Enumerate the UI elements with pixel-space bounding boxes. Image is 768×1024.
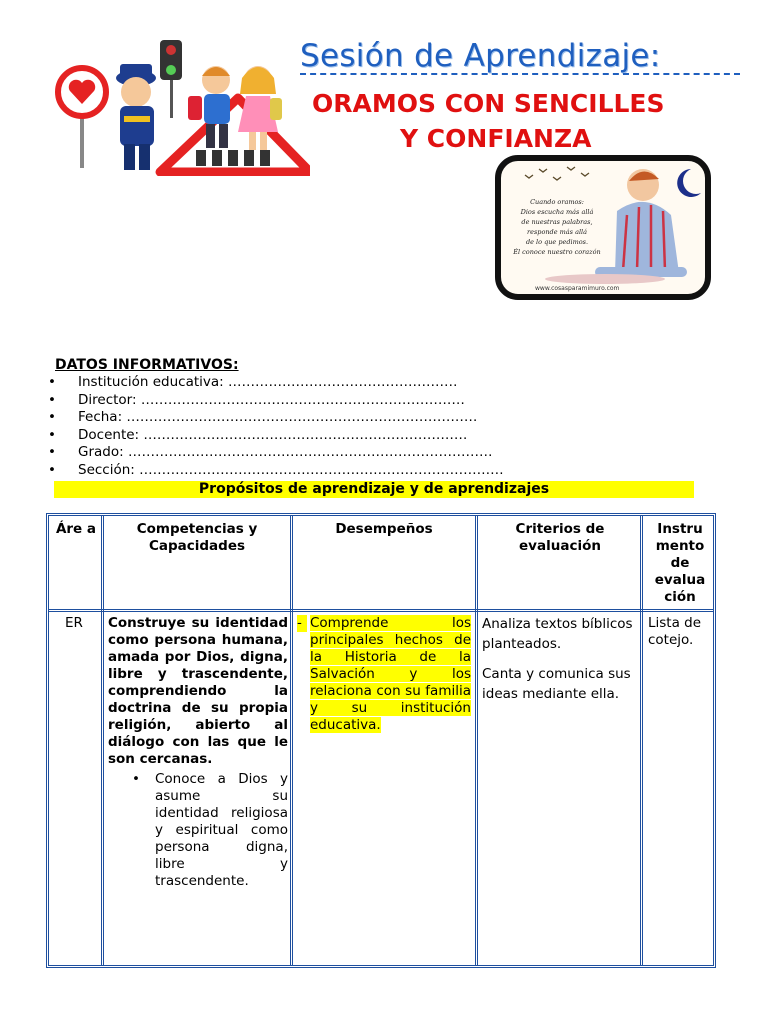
session-title: Sesión de Aprendizaje: [300,38,661,74]
cell-instrumento: Lista de cotejo. [648,615,702,648]
list-item-fecha: • Fecha: …………………………………………………………………… [48,409,478,426]
competencia-text: Construye su identidad como persona humana, amada por Dios, digna, libre y trascendente, comprendiendo la doctrina de su propia religión, abierto al diálogo con las que le son cercanas. [108,615,288,767]
cell-criterios [482,615,637,704]
prayer-card-image [495,155,711,300]
prayer-card-text: Cuando oramos: Dios escucha más allá de nuestras palabras, responde más allá de lo que pedimos. Él conoce nuestro corazón [513,198,601,256]
bullet-icon: • [132,771,140,787]
list-item-docente: • Docente: ……………………………………………………………… [48,426,468,443]
table-divider [101,516,104,965]
cell-area: ER [65,615,83,631]
header-criterios: Criterios de evaluación [515,521,605,554]
propositos-heading-bar: Propósitos de aprendizaje y de aprendizajes [54,481,694,498]
header-desempenos: Desempeños [335,521,433,537]
table-divider [49,609,713,612]
list-item-seccion: • Sección: ……………………………………………………………………… [48,461,504,478]
cell-competencias [108,615,288,890]
desempeno-text: Comprende los principales hechos de la Historia de la Salvación y los relaciona con su familia y su institución educativa. [310,615,471,733]
session-subtitle-line2: Y CONFIANZA [400,124,592,153]
title-underline [300,73,740,75]
header-competencias: Competencias y Capacidades [136,521,258,554]
list-item-director: • Director: ……………………………………………………………… [48,391,465,408]
cell-desempenos [297,615,471,734]
datos-informativos-heading: DATOS INFORMATIVOS: [55,357,239,373]
desempeno-dash: - [297,615,307,632]
criterio-2: Canta y comunica sus ideas mediante ella. [482,666,631,702]
header-instrumento: Instru mento de evalua ción [654,521,706,605]
datos-informativos-list [48,374,504,480]
prayer-card-url: www.cosasparamimuro.com [535,285,620,292]
list-item-grado: • Grado: ……………………………………………………………………… [48,444,493,461]
criterio-1: Analiza textos bíblicos planteados. [482,616,633,652]
crosswalk-clipart-image [48,38,310,176]
capacidad-item [108,771,288,890]
header-area: Áre a [55,521,97,537]
table-divider [475,516,478,965]
table-divider [290,516,293,965]
session-subtitle-line1: ORAMOS CON SENCILLES [312,89,665,118]
list-item-institucion: • Institución educativa: …………………………………………… [48,374,458,390]
learning-purposes-table [46,513,716,968]
capacidad-text: Conoce a Dios y asume su identidad religiosa y espiritual como persona digna, libre y trascendente. [155,771,288,889]
table-divider [640,516,643,965]
